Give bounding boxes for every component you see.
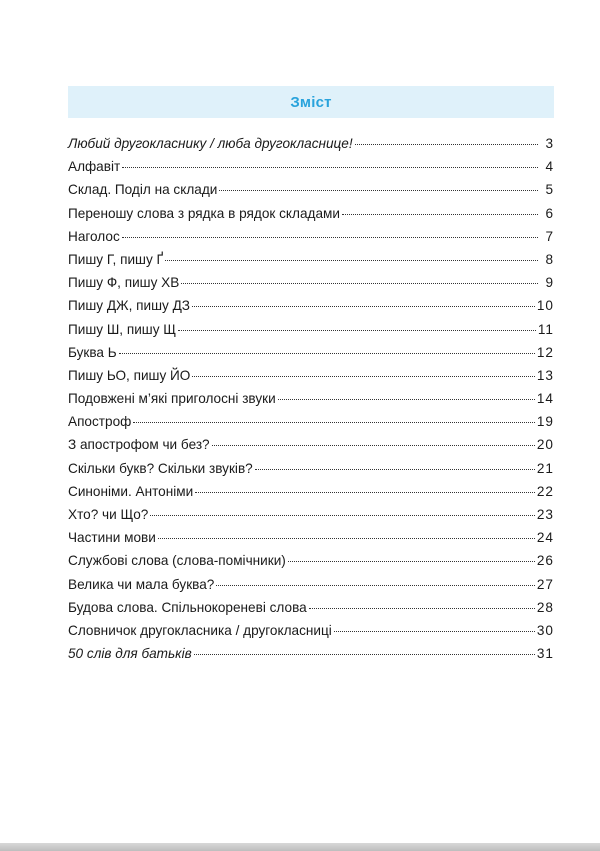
toc-dot-leader [309, 608, 535, 609]
toc-entry-page-number: 22 [536, 483, 554, 499]
toc-dot-leader [288, 561, 535, 562]
toc-entry-label: Апостроф [68, 414, 132, 430]
toc-entry [68, 159, 554, 182]
toc-entry [68, 437, 554, 460]
toc-entry-page-number: 13 [536, 367, 554, 383]
toc-entry-page-number: 20 [536, 437, 554, 453]
toc-dot-leader [150, 515, 535, 516]
toc-entry [68, 530, 554, 553]
toc-entry-label: З апострофом чи без? [68, 437, 210, 453]
toc-header-band [68, 86, 554, 118]
toc-entry-label: Велика чи мала буква? [68, 576, 215, 592]
toc-dot-leader [122, 237, 538, 238]
toc-entry [68, 577, 554, 600]
toc-entry-page-number: 6 [545, 205, 554, 221]
toc-dot-leader [355, 144, 538, 145]
toc-entry-page-number: 5 [545, 182, 554, 198]
toc-entry-label: Службові слова (слова-помічники) [68, 553, 286, 569]
toc-entry-label: Частини мови [68, 530, 156, 546]
toc-entry-label: Словничок другокласника / другокласниці [68, 622, 332, 638]
toc-dot-leader [192, 376, 535, 377]
toc-entry-label: Синоніми. Антоніми [68, 483, 194, 499]
toc-entry-label: Пишу Г, пишу Ґ [68, 251, 164, 267]
toc-dot-leader [119, 353, 535, 354]
toc-entry [68, 368, 554, 391]
toc-entry [68, 298, 554, 321]
toc-entry [68, 553, 554, 576]
toc-dot-leader [255, 469, 535, 470]
toc-entry-page-number: 10 [536, 298, 554, 314]
toc-entry [68, 414, 554, 437]
toc-entry-page-number: 12 [536, 344, 554, 360]
toc-entry [68, 623, 554, 646]
toc-entry [68, 206, 554, 229]
toc-entry [68, 252, 554, 275]
toc-entry-page-number: 4 [545, 159, 554, 175]
toc-entry [68, 600, 554, 623]
toc-entry-label: Алфавіт [68, 159, 121, 175]
toc-dot-leader [216, 585, 535, 586]
toc-dot-leader [278, 399, 535, 400]
toc-dot-leader [192, 306, 535, 307]
toc-dot-leader [122, 167, 538, 168]
toc-entry [68, 646, 554, 669]
toc-entry-label: Переношу слова з рядка в рядок складами [68, 205, 340, 221]
toc-entry [68, 136, 554, 159]
toc-entry-label: Пишу ЬО, пишу ЙО [68, 367, 191, 383]
toc-entry-page-number: 11 [537, 321, 554, 337]
toc-dot-leader [165, 260, 538, 261]
toc-entry-page-number: 3 [545, 136, 554, 151]
toc-dot-leader [212, 445, 535, 446]
toc-entry [68, 345, 554, 368]
toc-list [68, 136, 554, 669]
toc-entry [68, 322, 554, 345]
page-bottom-edge [0, 843, 600, 851]
toc-entry [68, 484, 554, 507]
toc-entry-page-number: 24 [536, 530, 554, 546]
toc-dot-leader [133, 422, 535, 423]
toc-dot-leader [195, 492, 535, 493]
toc-entry-page-number: 8 [545, 251, 554, 267]
toc-entry-label: Любий другокласнику / люба другокласнице! [68, 136, 353, 151]
toc-entry-page-number: 9 [545, 275, 554, 291]
toc-entry [68, 275, 554, 298]
toc-title: Зміст [290, 93, 332, 111]
toc-dot-leader [158, 538, 535, 539]
toc-entry [68, 182, 554, 205]
toc-entry-label: Скільки букв? Скільки звуків? [68, 460, 253, 476]
toc-entry-page-number: 23 [536, 507, 554, 522]
toc-entry-label: Пишу ДЖ, пишу ДЗ [68, 298, 191, 314]
toc-dot-leader [178, 330, 536, 331]
toc-entry-label: Наголос [68, 228, 120, 244]
toc-entry-page-number: 27 [536, 576, 554, 592]
toc-entry-page-number: 21 [536, 460, 554, 476]
toc-entry-label: Хто? чи Що? [68, 507, 149, 522]
toc-entry-page-number: 31 [536, 646, 554, 662]
toc-entry-label: Будова слова. Спільнокореневі слова [68, 599, 307, 615]
toc-entry-page-number: 19 [536, 414, 554, 430]
toc-entry-page-number: 30 [536, 622, 554, 638]
toc-entry-label: Подовжені м’які приголосні звуки [68, 391, 276, 407]
toc-entry-label: Пишу Ш, пишу Щ [68, 321, 177, 337]
toc-entry [68, 229, 554, 252]
toc-entry-label: 50 слів для батьків [68, 646, 192, 662]
toc-entry-page-number: 7 [545, 228, 554, 244]
toc-entry [68, 507, 554, 530]
toc-entry-page-number: 26 [536, 553, 554, 569]
toc-entry-label: Пишу Ф, пишу ХВ [68, 275, 180, 291]
toc-entry [68, 461, 554, 484]
toc-dot-leader [334, 631, 535, 632]
toc-entry-page-number: 14 [536, 391, 554, 407]
toc-dot-leader [219, 190, 538, 191]
toc-entry-label: Буква Ь [68, 344, 117, 360]
toc-dot-leader [342, 214, 538, 215]
toc-entry-label: Склад. Поділ на склади [68, 182, 218, 198]
toc-dot-leader [181, 283, 538, 284]
toc-entry-page-number: 28 [536, 599, 554, 615]
toc-entry [68, 391, 554, 414]
toc-dot-leader [194, 654, 535, 655]
